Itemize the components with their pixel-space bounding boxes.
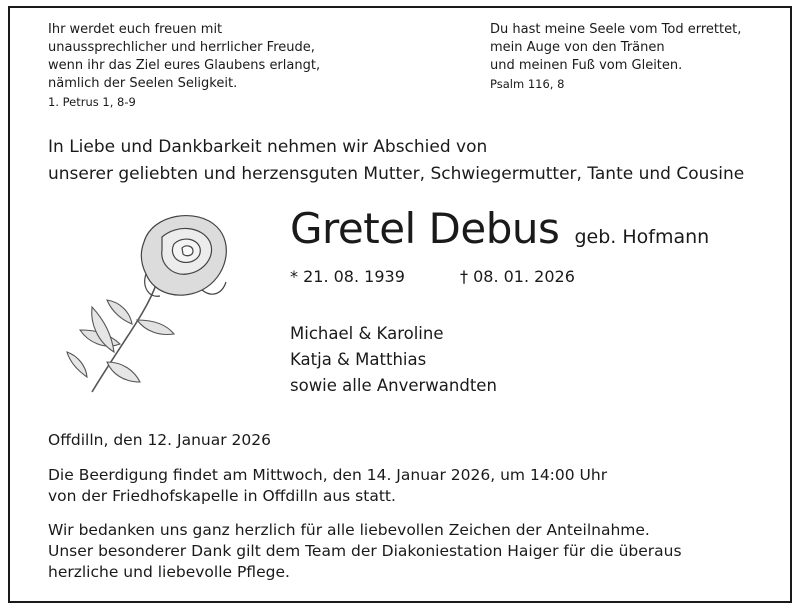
- verse-line: Ihr werdet euch freuen mit: [48, 22, 223, 37]
- life-dates: [290, 266, 690, 288]
- funeral-line: Die Beerdigung findet am Mittwoch, den 14. Januar 2026, um 14:00 Uhr: [48, 466, 608, 484]
- funeral-line: von der Friedhofskapelle in Offdilln aus statt.: [48, 487, 396, 505]
- intro-line: unserer geliebten und herzensguten Mutter, Schwiegermutter, Tante und Cousine: [48, 164, 745, 184]
- place-date: Offdilln, den 12. Januar 2026: [48, 431, 271, 449]
- verse-line: wenn ihr das Ziel eures Glaubens erlangt,: [48, 58, 321, 73]
- death-date: † 08. 01. 2026: [460, 267, 575, 286]
- deceased-name: Gretel Debus: [290, 204, 560, 253]
- thanks-line: Wir bedanken uns ganz herzlich für alle liebevollen Zeichen der Anteilnahme.: [48, 521, 650, 539]
- thanks-note: [48, 520, 788, 583]
- rose-icon: [62, 202, 237, 402]
- maiden-name: geb. Hofmann: [574, 226, 710, 248]
- bible-verse-left: [48, 21, 378, 111]
- mourner: sowie alle Anverwandten: [290, 376, 497, 395]
- funeral-info: [48, 465, 788, 507]
- verse-reference: Psalm 116, 8: [490, 77, 565, 91]
- mourner: Katja & Matthias: [290, 350, 427, 369]
- thanks-line: Unser besonderer Dank gilt dem Team der Diakoniestation Haiger für die überaus: [48, 542, 682, 560]
- mourner: Michael & Karoline: [290, 324, 444, 343]
- verse-line: mein Auge von den Tränen: [490, 40, 665, 55]
- mourners-list: [290, 321, 497, 399]
- birth-date: * 21. 08. 1939: [290, 267, 405, 286]
- verse-line: nämlich der Seelen Seligkeit.: [48, 76, 238, 91]
- intro-line: In Liebe und Dankbarkeit nehmen wir Abschied von: [48, 137, 488, 157]
- bible-verse-right: [490, 21, 780, 93]
- verse-line: Du hast meine Seele vom Tod errettet,: [490, 22, 742, 37]
- verse-line: unaussprechlicher und herrlicher Freude,: [48, 40, 315, 55]
- thanks-line: herzliche und liebevolle Pflege.: [48, 563, 290, 581]
- obituary-notice: [8, 6, 792, 603]
- verse-line: und meinen Fuß vom Gleiten.: [490, 58, 683, 73]
- deceased-name-line: [290, 201, 709, 257]
- farewell-intro: [48, 134, 788, 188]
- verse-reference: 1. Petrus 1, 8-9: [48, 95, 136, 109]
